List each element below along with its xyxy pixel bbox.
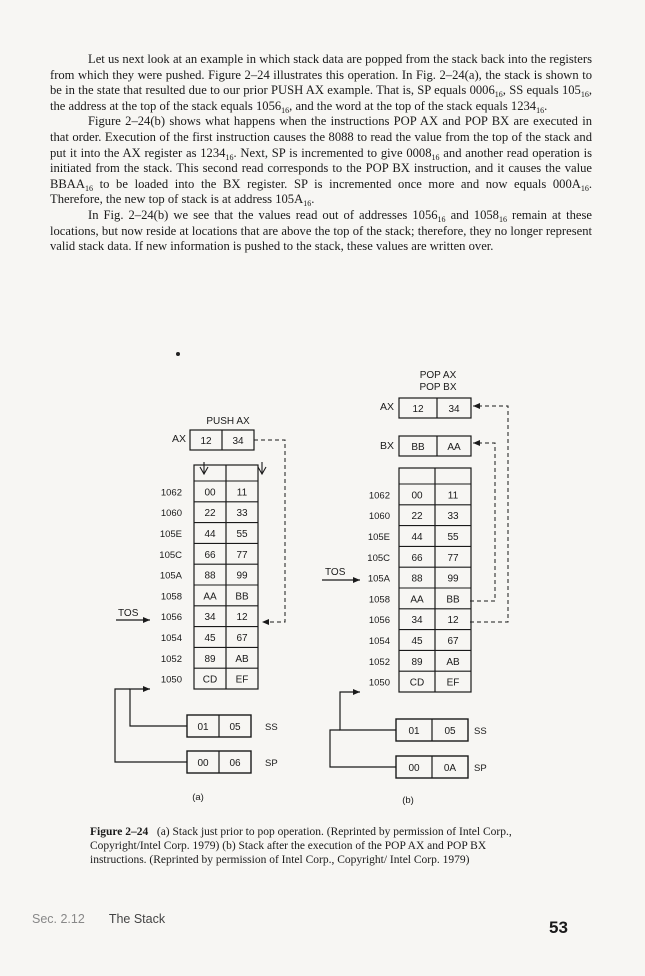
ax-label-a: AX	[171, 433, 186, 445]
stack-address-a: 1054	[160, 633, 182, 644]
pop-ax-title: POP AX	[419, 370, 457, 381]
stack-byte-low-a: 77	[236, 549, 248, 561]
stack-byte-high-b: AA	[410, 594, 424, 606]
stack-address-b: 1056	[368, 615, 390, 627]
stack-byte-high-a: 00	[204, 487, 216, 499]
ss-low-a: 05	[229, 722, 241, 733]
caption-label: Figure 2–24	[90, 826, 149, 838]
bx-label-b: BX	[379, 440, 394, 452]
sp-low-b: 0A	[443, 763, 457, 774]
stack-byte-high-b: 89	[411, 656, 423, 668]
tos-label-a: TOS	[118, 608, 139, 619]
stack-byte-low-a: 67	[236, 633, 248, 644]
stack-byte-high-a: 34	[204, 612, 216, 624]
paragraph-2: Figure 2–24(b) shows what happens when the instructions POP AX and POP BX are executed in that order. Execution of the first instruction causes the 8088 to read the value from the top of the stack and put it into the AX register as $1234_{16}$. Next, SP is incremented to give $0008_{16}$ and another read operation is initiated from the stack. This second read corresponds to the POP BX instruction, and it causes the value $BBAA_{16}$ to be loaded into the BX register. SP is incremented once more and now equals $000A_{16}$. Therefore, the new top of stack is at address $105A_{16}$.	[50, 114, 592, 209]
stack-address-a: 1052	[160, 653, 182, 665]
stack-address-b: 1054	[368, 636, 390, 647]
stack-byte-high-b: 34	[411, 615, 423, 627]
stack-byte-high-b: 22	[411, 511, 423, 523]
stack-address-b: 105C	[367, 552, 390, 564]
stack-byte-high-a: 88	[204, 570, 216, 582]
stack-byte-low-b: 77	[447, 552, 459, 564]
stack-byte-low-b: 33	[447, 511, 459, 523]
ss-pointer-a	[130, 689, 187, 726]
ss-high-a: 01	[197, 722, 209, 733]
stack-byte-high-b: CD	[409, 677, 425, 689]
stack-address-b: 1050	[368, 677, 390, 689]
panel-b	[322, 370, 508, 806]
stack-address-a: 1062	[160, 487, 182, 499]
tos-label-b: TOS	[325, 567, 346, 578]
sp-pointer-b	[330, 730, 396, 767]
stack-address-a: 1050	[160, 674, 182, 686]
stack-byte-low-b: AB	[446, 656, 460, 668]
ax-high-a: 12	[200, 436, 212, 447]
section-title: The Stack	[108, 912, 166, 926]
stack-address-b: 1052	[368, 656, 390, 668]
stack-byte-high-b: 44	[411, 532, 423, 543]
bx-low-b: AA	[447, 442, 461, 453]
sp-label-b: SP	[474, 763, 487, 774]
stack-byte-high-a: 66	[204, 549, 216, 561]
ax-label-b: AX	[379, 401, 394, 413]
ax-low-a: 34	[232, 436, 244, 447]
ss-low-b: 05	[444, 726, 456, 737]
paragraph-1: Let us next look at an example in which stack data are popped from the stack back into the registers from which they were pushed. Figure 2–24 illustrates this operation. In Fig. 2–24(a), the stack is shown to be in the state that resulted due to our prior PUSH AX example. That is, SP equals $0006_{16}$, SS equals $105_{16}$, the address at the top of the stack equals $1056_{16}$, and the word at the top of the stack equals $1234_{16}$.	[50, 52, 592, 115]
ss-pointer-b	[340, 692, 396, 730]
sp-high-b: 00	[408, 763, 420, 774]
panel-b-label: (b)	[402, 795, 414, 806]
stack-byte-high-a: CD	[202, 674, 218, 686]
page-number: 53	[549, 918, 568, 937]
ss-label-a: SS	[265, 722, 278, 733]
stack-memory-b	[367, 468, 471, 692]
push-ax-title: PUSH AX	[206, 416, 250, 427]
panel-a	[115, 416, 285, 803]
figure-caption	[90, 826, 530, 867]
stack-byte-high-a: 22	[204, 508, 216, 520]
stack-address-b: 105A	[367, 573, 390, 585]
stack-byte-high-a: AA	[203, 591, 217, 603]
running-footer	[32, 912, 165, 926]
stack-byte-low-b: EF	[446, 677, 460, 689]
panel-a-label: (a)	[192, 792, 204, 803]
pop-bx-dashed-arrow	[470, 443, 495, 601]
pop-ax-dashed-arrow	[470, 406, 508, 622]
stack-address-a: 1056	[160, 612, 182, 624]
stack-byte-high-a: 45	[204, 633, 216, 644]
ax-high-b: 12	[412, 404, 424, 415]
stack-byte-low-a: 11	[236, 487, 248, 499]
section-number: Sec. 2.12	[32, 912, 85, 926]
stack-address-a: 105A	[159, 570, 182, 582]
stack-byte-low-a: EF	[235, 674, 249, 686]
stack-address-a: 1060	[160, 508, 182, 520]
stack-byte-high-b: 66	[411, 552, 423, 564]
ss-label-b: SS	[474, 726, 487, 737]
stack-address-a: 1058	[160, 591, 182, 603]
arrow-down-right	[258, 462, 266, 474]
stack-byte-low-b: 99	[447, 573, 459, 585]
stack-byte-low-b: BB	[446, 594, 460, 606]
stack-byte-low-a: 55	[236, 529, 248, 540]
sp-low-a: 06	[229, 758, 241, 769]
stack-byte-high-a: 44	[204, 529, 216, 540]
caption-text: (a) Stack just prior to pop operation. (Reprinted by permission of Intel Corp., Copyright/Intel Corp. 1979) (b) Stack after the execution of the POP AX and POP BX instructions. (Reprinted by permission of Intel Corp., Copyright/ Intel Corp. 1979)	[90, 826, 512, 866]
stack-address-b: 1062	[368, 490, 390, 502]
stack-byte-high-a: 89	[204, 653, 216, 665]
ax-low-b: 34	[448, 404, 460, 415]
stack-byte-low-a: AB	[235, 653, 249, 665]
stack-byte-low-b: 11	[447, 490, 459, 502]
stack-byte-low-a: 12	[236, 612, 248, 624]
stack-address-a: 105E	[159, 529, 182, 540]
sp-label-a: SP	[265, 758, 278, 769]
ss-high-b: 01	[408, 726, 420, 737]
stack-byte-low-a: 33	[236, 508, 248, 520]
paragraph-3: In Fig. 2–24(b) we see that the values read out of addresses $1056_{16}$ and $1058_{16}$ remain at these locations, but now reside at locations that are above the top of the stack; therefore, they no longer represent valid stack data. If new information is pushed to the stack, these values are written over.	[50, 207, 592, 254]
sp-high-a: 00	[197, 758, 209, 769]
pop-bx-title: POP BX	[419, 382, 457, 393]
stack-byte-low-a: 99	[236, 570, 248, 582]
stack-byte-low-b: 12	[447, 615, 459, 627]
bx-high-b: BB	[411, 442, 425, 453]
arrow-down-left	[200, 462, 208, 474]
stack-byte-high-b: 00	[411, 490, 423, 502]
stack-address-b: 105E	[367, 532, 390, 543]
stack-address-a: 105C	[159, 549, 182, 561]
stack-memory-a	[159, 465, 258, 689]
stack-byte-high-b: 45	[411, 636, 423, 647]
stack-byte-low-a: BB	[235, 591, 249, 603]
stack-address-b: 1060	[368, 511, 390, 523]
stack-byte-low-b: 55	[447, 532, 459, 543]
stack-byte-low-b: 67	[447, 636, 459, 647]
stack-address-b: 1058	[368, 594, 390, 606]
ax-register-b	[399, 398, 471, 418]
stack-byte-high-b: 88	[411, 573, 423, 585]
